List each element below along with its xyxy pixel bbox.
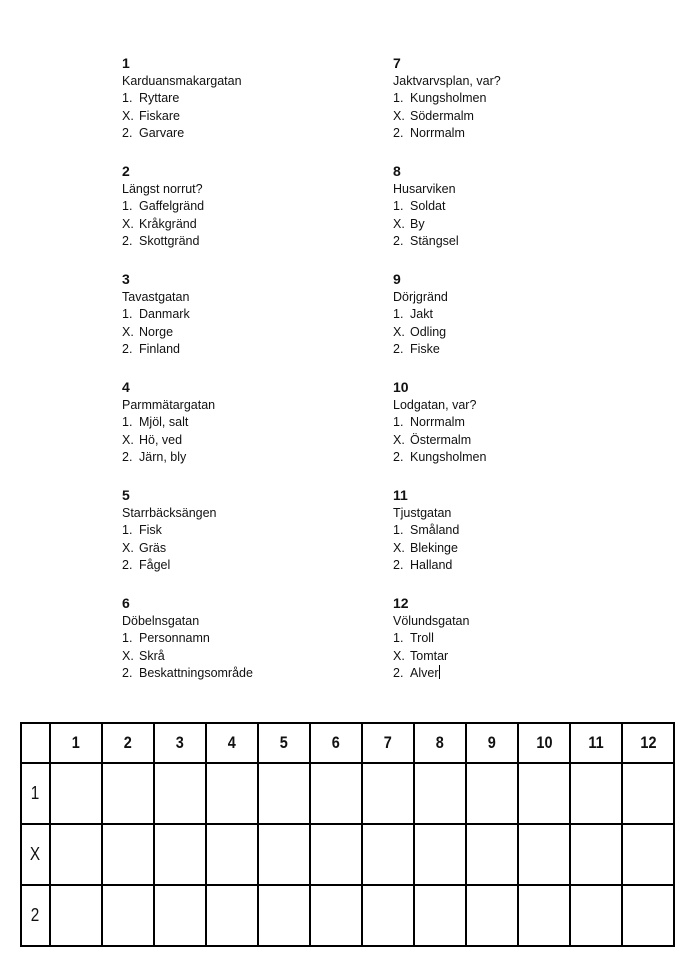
option-2[interactable]: 2. Alver — [393, 666, 439, 681]
option-2: 2. Järn, bly — [122, 450, 187, 465]
question-6 — [122, 594, 382, 702]
question-4 — [122, 378, 382, 486]
answer-cell[interactable] — [310, 824, 362, 885]
answer-grid-row-x — [21, 824, 674, 885]
option-x: X. Fiskare — [122, 108, 180, 123]
question-7 — [393, 54, 653, 162]
answer-cell[interactable] — [362, 763, 414, 824]
answer-cell[interactable] — [570, 824, 622, 885]
answer-cell[interactable] — [50, 885, 102, 946]
option-1: 1. Troll — [393, 631, 434, 645]
answer-cell[interactable] — [362, 885, 414, 946]
option-x: X. Skrå — [122, 648, 165, 663]
question-number: 11 — [393, 487, 408, 503]
option-x: X. Östermalm — [393, 432, 472, 447]
option-1: 1. Mjöl, salt — [122, 415, 189, 429]
option-1: 1. Ryttare — [122, 91, 180, 105]
question-title: Tavastgatan — [122, 290, 190, 304]
question-number: 10 — [393, 379, 409, 395]
answer-cell[interactable] — [50, 763, 102, 824]
answer-cell[interactable] — [154, 763, 206, 824]
answer-cell[interactable] — [414, 885, 466, 946]
question-title: Parmmätargatan — [122, 398, 216, 412]
answer-cell[interactable] — [518, 763, 570, 824]
answer-cell[interactable] — [362, 824, 414, 885]
grid-column-header: 5 — [258, 723, 310, 763]
question-title: Lodgatan, var? — [393, 398, 477, 412]
question-number: 4 — [122, 379, 130, 395]
grid-column-header: 3 — [154, 723, 206, 763]
question-number: 6 — [122, 595, 130, 611]
question-number: 12 — [393, 595, 409, 611]
answer-grid-row-1 — [21, 763, 674, 824]
grid-column-header: 1 — [50, 723, 102, 763]
option-2: 2. Halland — [393, 558, 453, 573]
question-number: 1 — [122, 55, 130, 71]
answer-cell[interactable] — [206, 885, 258, 946]
question-title: Tjustgatan — [393, 506, 452, 520]
question-title: Dörjgränd — [393, 290, 448, 304]
option-x: X. Tomtar — [393, 648, 449, 663]
answer-grid-row-2 — [21, 885, 674, 946]
answer-cell[interactable] — [570, 763, 622, 824]
option-x: X. By — [393, 216, 425, 231]
option-1: 1. Fisk — [122, 523, 162, 537]
grid-column-header: 4 — [206, 723, 258, 763]
questions-left-column — [122, 54, 382, 702]
answer-cell[interactable] — [414, 763, 466, 824]
option-x: X. Södermalm — [393, 108, 474, 123]
option-1: 1. Gaffelgränd — [122, 199, 205, 213]
option-2: 2. Garvare — [122, 126, 185, 141]
option-x: X. Gräs — [122, 540, 167, 555]
option-2: 2. Fiske — [393, 342, 440, 357]
option-1: 1. Soldat — [393, 199, 446, 213]
answer-cell[interactable] — [570, 885, 622, 946]
option-1: 1. Norrmalm — [393, 415, 465, 429]
question-title: Jaktvarvsplan, var? — [393, 74, 501, 88]
option-1: 1. Kungsholmen — [393, 91, 487, 105]
question-number: 7 — [393, 55, 401, 71]
answer-cell[interactable] — [622, 824, 674, 885]
answer-cell[interactable] — [102, 824, 154, 885]
question-11 — [393, 486, 653, 594]
grid-column-header: 9 — [466, 723, 518, 763]
grid-row-label: X — [21, 824, 50, 885]
answer-cell[interactable] — [154, 824, 206, 885]
answer-cell[interactable] — [50, 824, 102, 885]
option-2: 2. Skottgränd — [122, 234, 200, 249]
question-title: Längst norrut? — [122, 182, 203, 196]
grid-corner-cell — [21, 723, 50, 763]
answer-cell[interactable] — [154, 885, 206, 946]
grid-column-header: 11 — [570, 723, 622, 763]
answer-cell[interactable] — [466, 763, 518, 824]
answer-grid-header-row — [21, 723, 674, 763]
question-2 — [122, 162, 382, 270]
answer-cell[interactable] — [414, 824, 466, 885]
answer-cell[interactable] — [258, 824, 310, 885]
option-x: X. Hö, ved — [122, 432, 183, 447]
question-3 — [122, 270, 382, 378]
grid-column-header: 10 — [518, 723, 570, 763]
question-title: Husarviken — [393, 182, 456, 196]
question-12 — [393, 594, 653, 702]
answer-cell[interactable] — [622, 763, 674, 824]
answer-cell[interactable] — [102, 763, 154, 824]
answer-cell[interactable] — [258, 885, 310, 946]
question-number: 3 — [122, 271, 130, 287]
answer-cell[interactable] — [466, 824, 518, 885]
answer-cell[interactable] — [622, 885, 674, 946]
answer-cell[interactable] — [258, 763, 310, 824]
option-1: 1. Danmark — [122, 307, 190, 321]
grid-row-label: 2 — [21, 885, 50, 946]
option-2: 2. Kungsholmen — [393, 450, 487, 465]
option-2: 2. Beskattningsområde — [122, 666, 253, 681]
option-x: X. Odling — [393, 324, 447, 339]
answer-cell[interactable] — [518, 885, 570, 946]
option-x: X. Kråkgränd — [122, 216, 197, 231]
question-title: Völundsgatan — [393, 614, 470, 628]
option-2: 2. Fågel — [122, 558, 171, 573]
grid-row-label: 1 — [21, 763, 50, 824]
option-2: 2. Finland — [122, 342, 180, 357]
grid-column-header: 12 — [622, 723, 674, 763]
question-10 — [393, 378, 653, 486]
answer-cell[interactable] — [206, 824, 258, 885]
grid-column-header: 6 — [310, 723, 362, 763]
option-1: 1. Personnamn — [122, 631, 210, 645]
question-number: 8 — [393, 163, 401, 179]
question-number: 2 — [122, 163, 130, 179]
grid-column-header: 2 — [102, 723, 154, 763]
answer-cell[interactable] — [102, 885, 154, 946]
question-9 — [393, 270, 653, 378]
question-number: 5 — [122, 487, 130, 503]
question-5 — [122, 486, 382, 594]
question-title: Starrbäcksängen — [122, 506, 217, 520]
question-1 — [122, 54, 382, 162]
question-number: 9 — [393, 271, 401, 287]
grid-column-header: 7 — [362, 723, 414, 763]
option-x: X. Norge — [122, 324, 174, 339]
option-1: 1. Småland — [393, 523, 460, 537]
option-x: X. Blekinge — [393, 540, 458, 555]
grid-column-header: 8 — [414, 723, 466, 763]
text-cursor — [439, 665, 440, 679]
option-2: 2. Norrmalm — [393, 126, 465, 141]
question-title: Döbelnsgatan — [122, 614, 200, 628]
answer-grid — [20, 722, 675, 947]
question-title: Karduansmakargatan — [122, 74, 242, 88]
option-1: 1. Jakt — [393, 307, 433, 321]
question-8 — [393, 162, 653, 270]
questions-right-column — [393, 54, 653, 702]
answer-cell[interactable] — [518, 824, 570, 885]
option-2: 2. Stängsel — [393, 234, 459, 249]
answer-cell[interactable] — [466, 885, 518, 946]
answer-cell[interactable] — [206, 763, 258, 824]
answer-cell[interactable] — [310, 763, 362, 824]
answer-cell[interactable] — [310, 885, 362, 946]
